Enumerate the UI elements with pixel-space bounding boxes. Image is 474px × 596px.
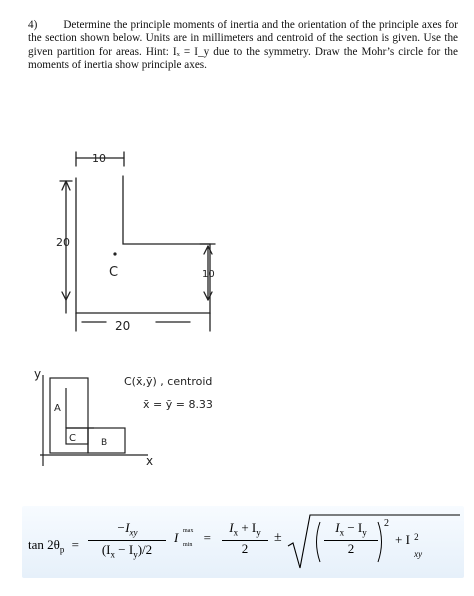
dim-bottom-label: 20 <box>115 319 131 333</box>
centroid-dot <box>113 252 116 255</box>
i-xy-term: + I 2 xy <box>395 532 423 559</box>
y-axis-label: y <box>34 367 42 381</box>
i-formula-inner-fraction: $I_x - I_y$ 2 <box>324 520 378 557</box>
area-b-label: B <box>101 438 108 448</box>
i-formula-mean: $I_x + I_y$ 2 <box>222 520 268 557</box>
x-axis-label: x <box>146 454 154 468</box>
l-section-outline <box>76 176 210 313</box>
tan-formula-lhs: $\tan 2\theta_p$ = <box>28 537 79 555</box>
i-formula-lhs: I max min = <box>174 528 211 548</box>
problem-text: Determine the principle moments of inertia and the orientation of the principle axes for the section shown below. Units are in millimeters and centroid of the section is given. Use the given partition for areas. Hint: Iₓ = I_y due to the symmetry. Draw the Mohr’s circle for the moments of inertia show principle axes. <box>28 19 458 71</box>
tan-formula-fraction: $-I_{xy}$ $(I_x - I_y)/2$ <box>88 520 166 559</box>
l-section-sketch <box>60 152 215 331</box>
formula-panel <box>22 506 464 578</box>
partition-sketch <box>40 375 148 466</box>
dim-top-label: 10 <box>92 152 106 165</box>
area-a-label: A <box>54 403 61 414</box>
plus-minus-sign: ± <box>274 530 282 545</box>
centroid-note: C(x̄,ȳ) , centroid <box>124 375 213 388</box>
square-exponent: 2 <box>384 518 389 529</box>
dim-right-label: 10 <box>202 269 215 280</box>
dim-left-label: 20 <box>56 236 70 249</box>
centroid-label: C <box>109 265 119 280</box>
area-c-label: C <box>69 433 76 444</box>
problem-number: 4) <box>28 19 38 31</box>
centroid-values: x̄ = ȳ = 8.33 <box>143 398 213 411</box>
